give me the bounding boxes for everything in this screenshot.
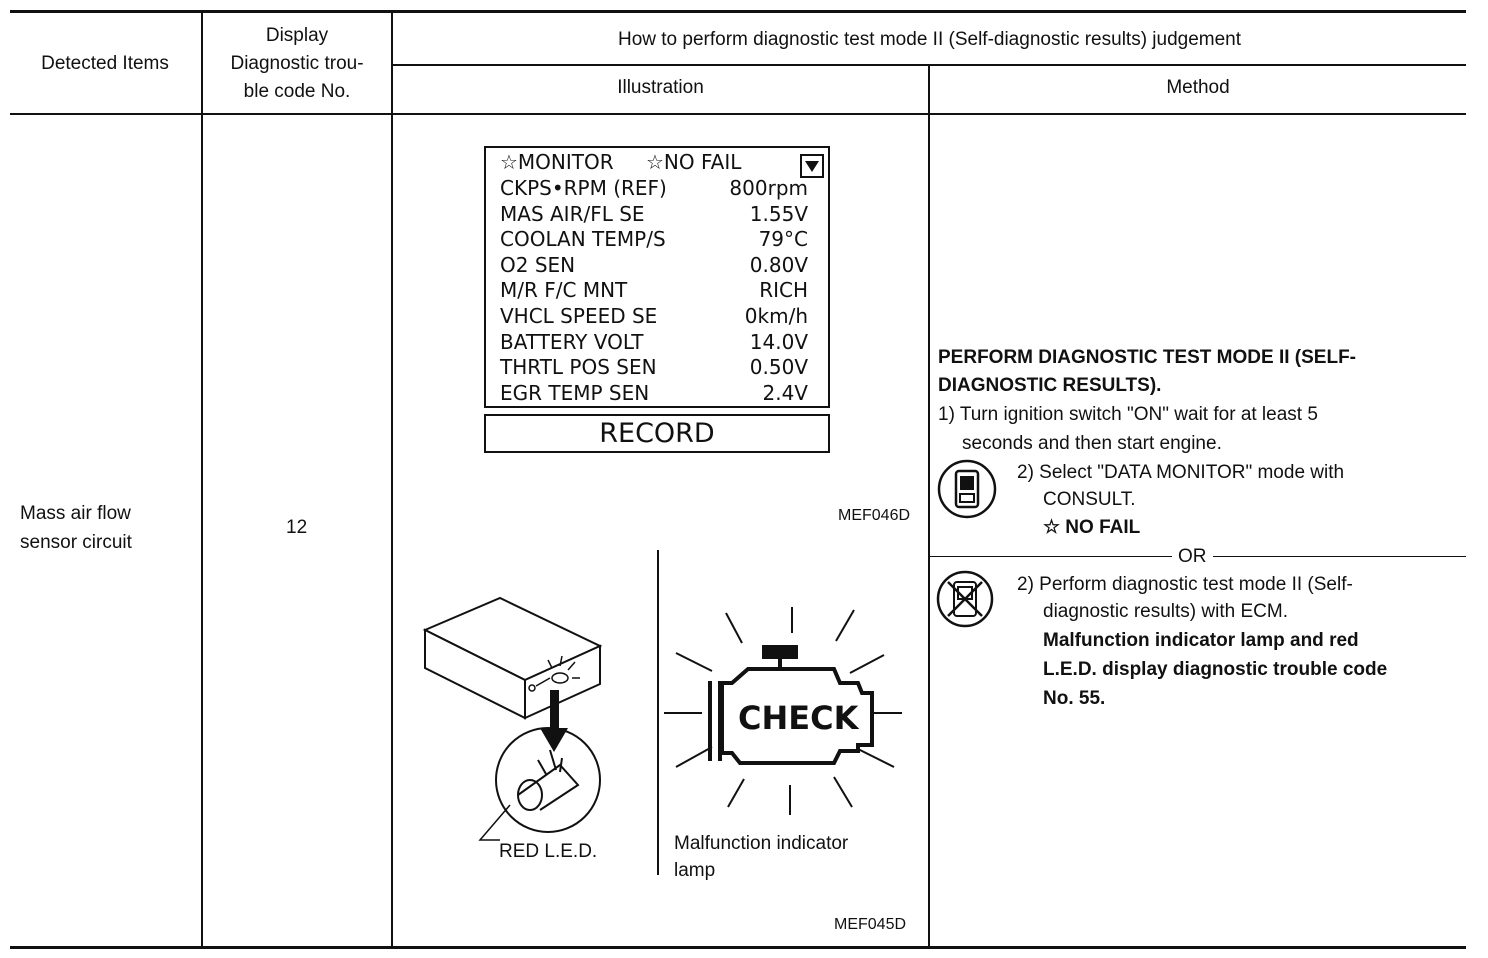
ecm-box-icon xyxy=(425,598,600,718)
monitor-item-label: BATTERY VOLT xyxy=(500,329,644,354)
detected-item-line1: Mass air flow xyxy=(20,503,131,524)
monitor-title-right: ☆NO FAIL xyxy=(646,150,742,174)
header-display-line3: ble code No. xyxy=(243,81,351,102)
monitor-item-label: CKPS•RPM (REF) xyxy=(500,176,667,200)
monitor-item-value: 0.50V xyxy=(749,355,808,380)
method-heading-line2: DIAGNOSTIC RESULTS). xyxy=(938,375,1162,396)
monitor-item-value: 14.0V xyxy=(749,329,808,354)
no-consult-icon xyxy=(934,568,996,630)
method-step2a-result: ☆ NO FAIL xyxy=(1043,517,1141,538)
col-divider-2 xyxy=(391,10,393,948)
monitor-item-value: 800rpm xyxy=(729,176,808,200)
consult-monitor-screen xyxy=(484,146,830,408)
header-bottom-rule xyxy=(10,113,1466,115)
check-lamp-text: CHECK xyxy=(738,699,859,737)
monitor-item-value: 1.55V xyxy=(749,201,808,226)
led-zoom-icon xyxy=(496,728,600,832)
header-method: Method xyxy=(1166,77,1230,98)
col-divider-1 xyxy=(201,10,203,948)
malfunction-lamp-label-line2: lamp xyxy=(674,860,716,881)
monitor-item-label: COOLAN TEMP/S xyxy=(500,227,666,252)
monitor-item-value: 0.80V xyxy=(749,252,808,277)
or-label: OR xyxy=(1178,546,1207,567)
header-display-line2: Diagnostic trou- xyxy=(230,53,364,74)
method-step2b-line2: diagnostic results) with ECM. xyxy=(1043,601,1288,622)
record-button-label: RECORD xyxy=(599,418,715,449)
monitor-item-label: VHCL SPEED SE xyxy=(500,304,658,328)
monitor-item-label: THRTL POS SEN xyxy=(500,355,657,380)
header-display-line1: Display xyxy=(265,25,329,46)
consult-tester-icon xyxy=(936,458,998,520)
monitor-item-label: MAS AIR/FL SE xyxy=(500,201,645,226)
method-step2a-line1: 2) Select "DATA MONITOR" mode with xyxy=(1017,462,1345,483)
malfunction-lamp-label-line1: Malfunction indicator xyxy=(674,833,849,854)
col-divider-3 xyxy=(928,64,930,948)
header-detected-items: Detected Items xyxy=(41,53,169,74)
monitor-item-label: O2 SEN xyxy=(500,252,576,277)
red-led-label: RED L.E.D. xyxy=(499,841,598,862)
detected-item-line2: sensor circuit xyxy=(20,532,132,553)
monitor-item-value: 0km/h xyxy=(744,304,808,328)
top-rule xyxy=(10,10,1466,13)
method-step2b-line1: 2) Perform diagnostic test mode II (Self- xyxy=(1017,574,1353,595)
monitor-item-value: RICH xyxy=(759,278,808,303)
method-step2b-bold-line3: No. 55. xyxy=(1043,688,1106,709)
method-step1-line2: seconds and then start engine. xyxy=(962,433,1222,454)
method-heading-line1: PERFORM DIAGNOSTIC TEST MODE II (SELF- xyxy=(938,347,1356,368)
method-step2b-bold-line1: Malfunction indicator lamp and red xyxy=(1043,630,1359,651)
header-how-to: How to perform diagnostic test mode II (Self-diagnostic results) judgement xyxy=(617,29,1242,50)
method-step2a-line2: CONSULT. xyxy=(1043,489,1136,510)
figure-code-mef046d: MEF046D xyxy=(838,507,911,524)
or-separator-label xyxy=(1172,543,1213,571)
monitor-item-value: 79°C xyxy=(758,227,808,252)
monitor-item-value: 2.4V xyxy=(762,380,808,405)
figure-code-mef045d: MEF045D xyxy=(834,916,907,933)
record-button[interactable] xyxy=(484,414,830,453)
header-illustration: Illustration xyxy=(617,77,704,98)
method-step1-line1: 1) Turn ignition switch "ON" wait for at least 5 xyxy=(938,404,1318,425)
method-step2b-bold-line2: L.E.D. display diagnostic trouble code xyxy=(1043,659,1388,680)
monitor-title-left: ☆MONITOR xyxy=(500,150,614,174)
trouble-code: 12 xyxy=(286,517,308,538)
bottom-rule xyxy=(10,946,1466,949)
scroll-down-arrow-icon xyxy=(800,154,824,178)
monitor-item-label: EGR TEMP SEN xyxy=(500,380,650,405)
monitor-item-label: M/R F/C MNT xyxy=(500,278,628,303)
illustration-split-line xyxy=(657,550,659,875)
